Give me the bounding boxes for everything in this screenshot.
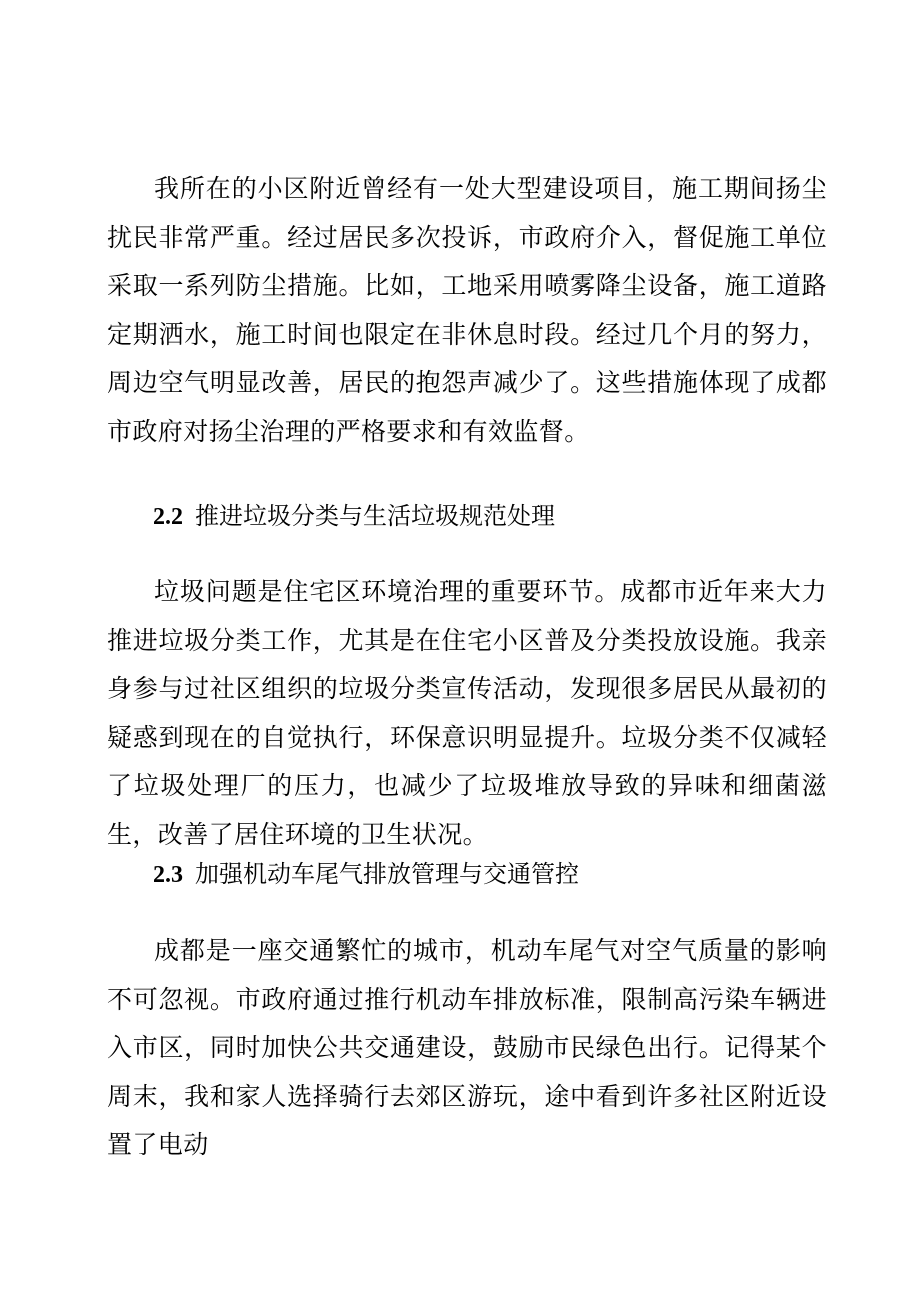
section-title: 加强机动车尾气排放管理与交通管控 — [195, 860, 579, 888]
body-paragraph-vehicle-emissions: 成都是一座交通繁忙的城市，机动车尾气对空气质量的影响不可忽视。市政府通过推行机动车排放标准，限制高污染车辆进入市区，同时加快公共交通建设，鼓励市民绿色出行。记得某个周末，我和家人选择骑行去郊区游玩，途中看到许多社区附近设置了电动 — [107, 936, 827, 1160]
body-paragraph-garbage-sorting: 垃圾问题是住宅区环境治理的重要环节。成都市近年来大力推进垃圾分类工作，尤其是在住宅小区普及分类投放设施。我亲身参与过社区组织的垃圾分类宣传活动，发现很多居民从最初的疑惑到现在的自觉执行，环保意识明显提升。垃圾分类不仅减轻了垃圾处理厂的压力，也减少了垃圾堆放导致的异味和细菌滋生，改善了居住环境的卫生状况。 — [107, 577, 827, 849]
section-heading-2-3 — [153, 858, 579, 891]
section-number: 2.2 — [153, 504, 183, 530]
section-number: 2.3 — [153, 862, 183, 888]
body-paragraph-dust-control: 我所在的小区附近曾经有一处大型建设项目，施工期间扬尘扰民非常严重。经过居民多次投诉，市政府介入，督促施工单位采取一系列防尘措施。比如，工地采用喷雾降尘设备，施工道路定期洒水，施工时间也限定在非休息时段。经过几个月的努力，周边空气明显改善，居民的抱怨声减少了。这些措施体现了成都市政府对扬尘治理的严格要求和有效监督。 — [107, 174, 827, 446]
section-heading-2-2 — [153, 500, 555, 533]
section-title: 推进垃圾分类与生活垃圾规范处理 — [195, 502, 555, 530]
